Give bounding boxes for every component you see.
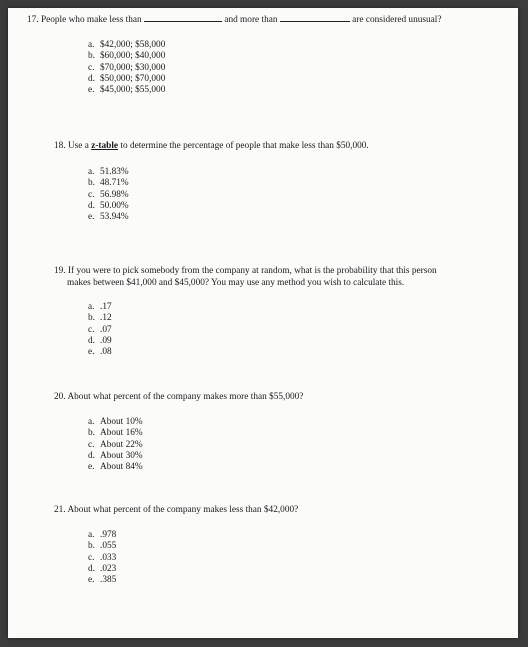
option-c: c. .07 <box>88 324 112 335</box>
option-b: b. 48.71% <box>88 178 129 189</box>
options-list-17 <box>88 40 165 96</box>
question-number: 18. <box>54 141 66 151</box>
options-list-21 <box>88 530 116 586</box>
document-page <box>8 8 518 638</box>
option-a: a. $42,000; $58,000 <box>88 40 166 50</box>
question-number: 19. <box>54 266 66 276</box>
option-e: e. 53.94% <box>88 212 129 223</box>
option-c: c. $70,000; $30,000 <box>88 62 166 73</box>
question-text-continued: makes between $41,000 and $45,000? You may use any method you wish to calculate this. <box>67 278 405 288</box>
option-d: d. 50.00% <box>88 200 129 211</box>
question-number: 21. <box>54 505 66 515</box>
option-a: a. .17 <box>88 302 112 312</box>
option-d: d. About 30% <box>88 450 143 461</box>
option-b: b. $60,000; $40,000 <box>88 51 166 62</box>
question-20 <box>54 391 303 403</box>
options-list-20 <box>88 417 143 473</box>
option-d: d. .023 <box>88 563 117 574</box>
option-c: c. About 22% <box>88 439 143 450</box>
question-number: 20. <box>54 392 66 402</box>
z-table-link[interactable]: z-table <box>91 141 119 151</box>
option-a: a. 51.83% <box>88 167 129 177</box>
option-b: b. .055 <box>88 541 117 552</box>
question-text: and more than <box>224 15 278 25</box>
question-text: to determine the percentage of people that make less than $50,000. <box>120 141 369 151</box>
option-b: b. .12 <box>88 313 112 324</box>
question-18 <box>54 140 369 152</box>
question-17 <box>27 13 441 26</box>
option-e: e. About 84% <box>88 462 143 473</box>
option-d: d. $50,000; $70,000 <box>88 73 166 84</box>
question-21 <box>54 504 298 516</box>
option-e: e. .08 <box>88 347 112 358</box>
question-text: If you were to pick somebody from the company at random, what is the probability that this person <box>67 266 437 276</box>
question-text: are considered unusual? <box>352 15 442 25</box>
question-19 <box>54 265 437 289</box>
answer-blank <box>144 13 222 22</box>
options-list-19 <box>88 302 112 358</box>
options-list-18 <box>88 167 129 223</box>
option-a: a. About 10% <box>88 417 143 427</box>
question-text: People who make less than <box>40 15 142 25</box>
option-c: c. 56.98% <box>88 189 129 200</box>
answer-blank <box>280 13 350 22</box>
question-text: About what percent of the company makes less than $42,000? <box>67 505 299 515</box>
question-text: About what percent of the company makes more than $55,000? <box>67 392 304 402</box>
question-text: Use a <box>67 141 89 151</box>
option-c: c. .033 <box>88 552 117 563</box>
question-number: 17. <box>27 15 39 25</box>
option-d: d. .09 <box>88 335 112 346</box>
option-a: a. .978 <box>88 530 117 540</box>
option-e: e. .385 <box>88 575 117 586</box>
option-b: b. About 16% <box>88 428 143 439</box>
option-e: e. $45,000; $55,000 <box>88 85 166 96</box>
